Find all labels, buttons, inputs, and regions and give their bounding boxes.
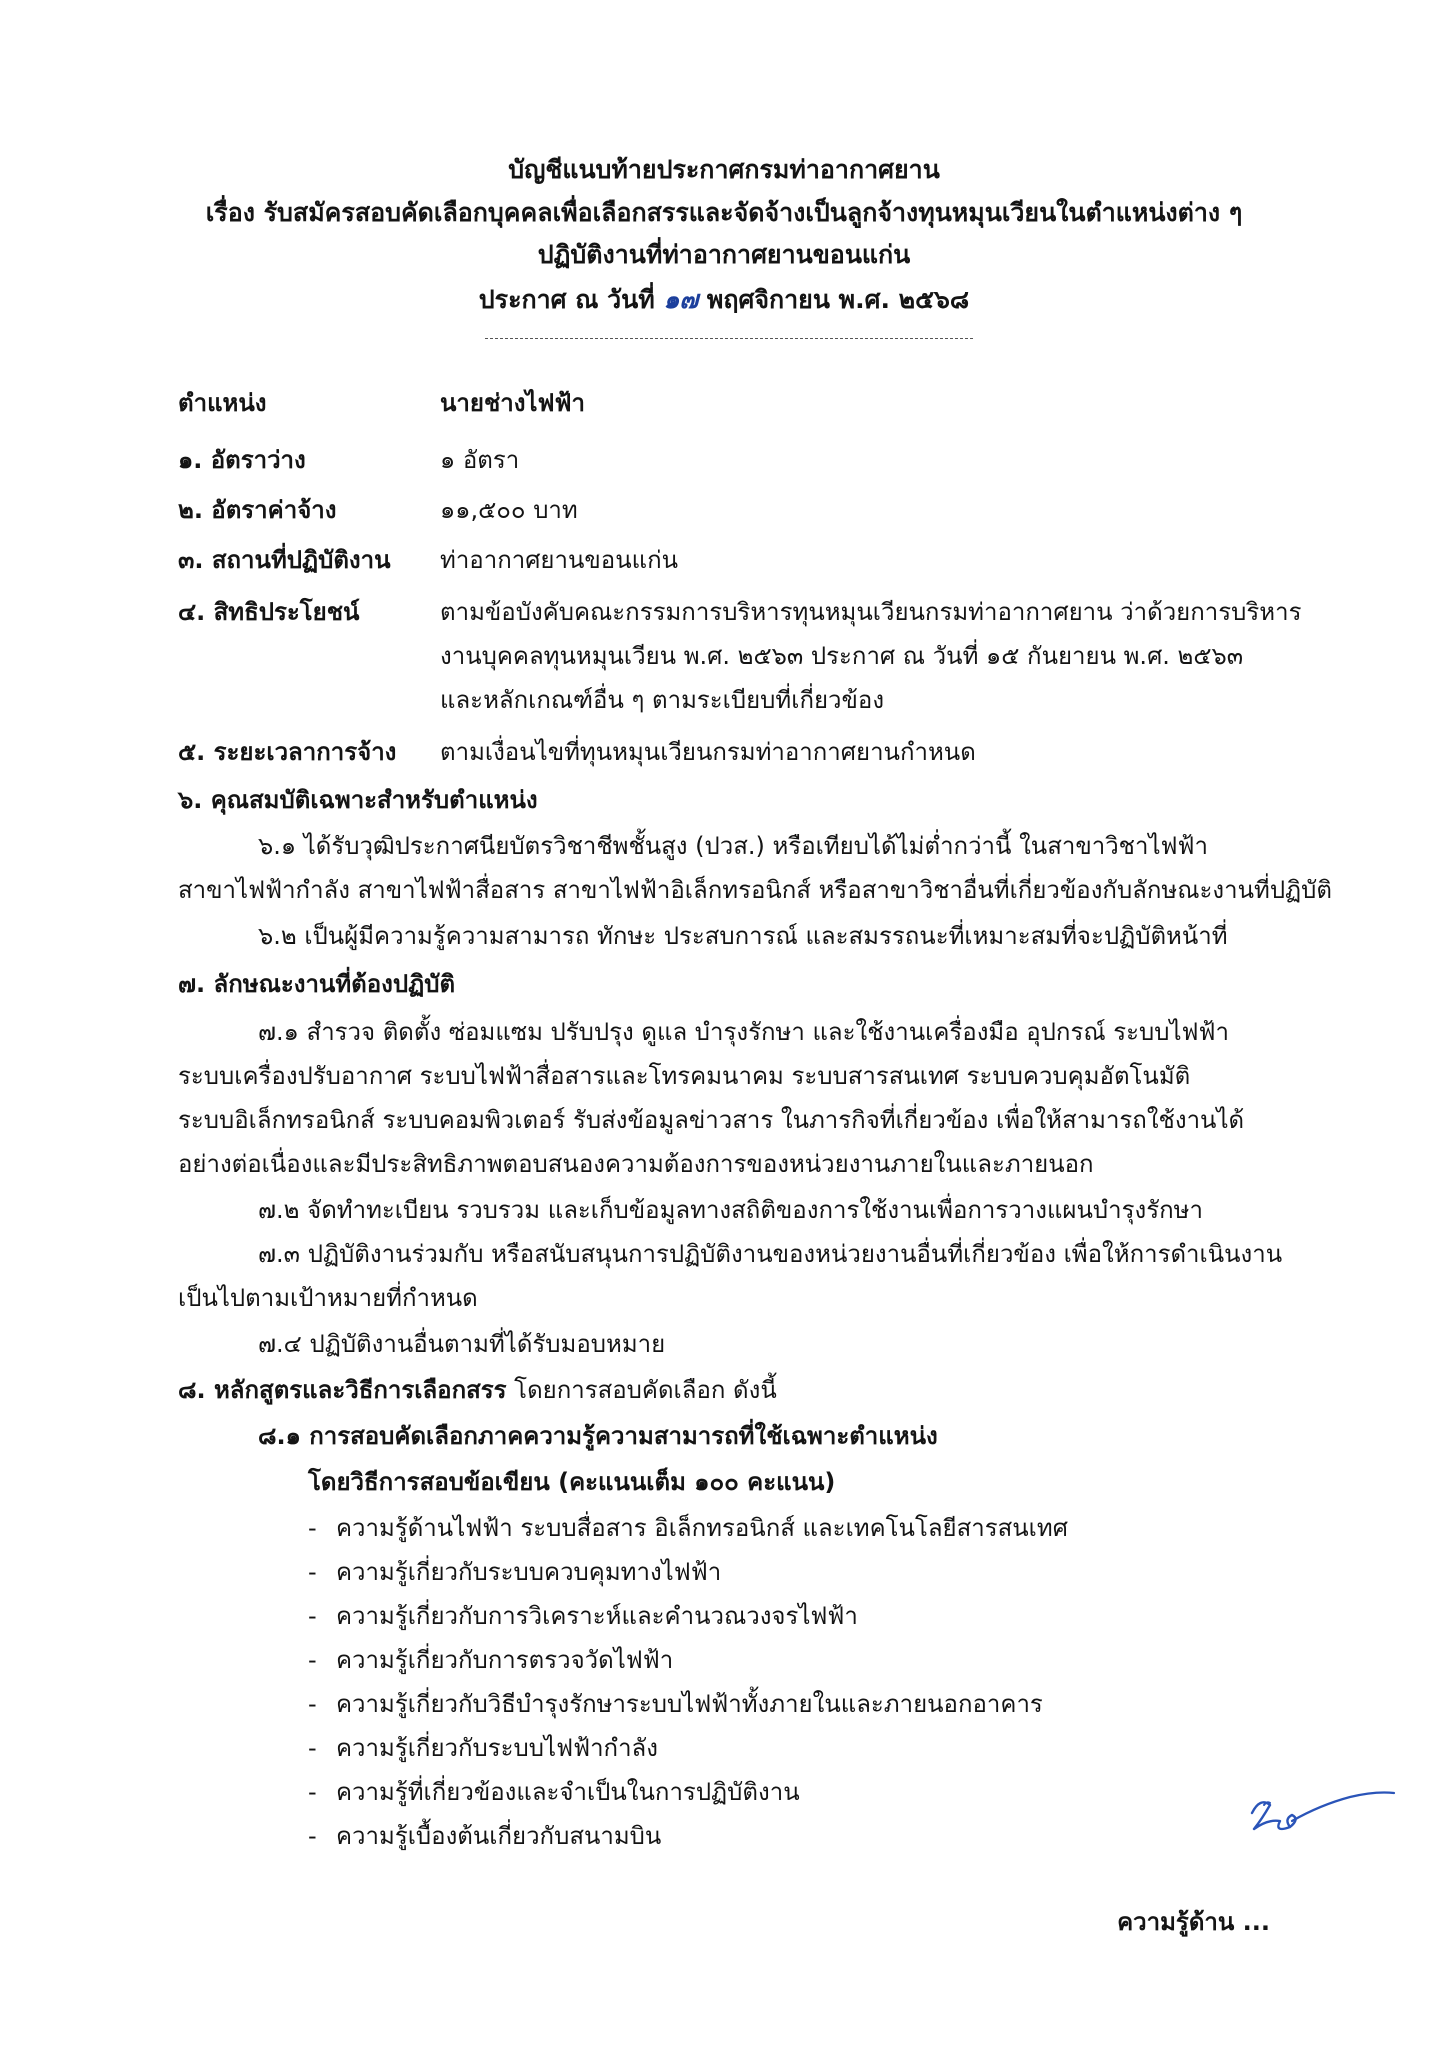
position-label: ตำแหน่ง bbox=[178, 389, 267, 417]
section-8-1-title: ๘.๑ การสอบคัดเลือกภาคความรู้ความสามารถที่ใช้เฉพาะตำแหน่ง bbox=[258, 1422, 938, 1450]
continued-marker: ความรู้ด้าน ... bbox=[1117, 1908, 1270, 1936]
bullet-marker: - bbox=[308, 1514, 317, 1542]
item-benefits-line: ตามข้อบังคับคณะกรรมการบริหารทุนหมุนเวียนกรมท่าอากาศยาน ว่าด้วยการบริหาร bbox=[440, 598, 1302, 626]
exam-topic-text: ความรู้ที่เกี่ยวข้องและจำเป็นในการปฏิบัติงาน bbox=[336, 1778, 800, 1806]
position-value: นายช่างไฟฟ้า bbox=[440, 389, 585, 417]
doc-location: ปฏิบัติงานที่ท่าอากาศยานขอนแก่น bbox=[537, 240, 911, 269]
section-7-1-line: อย่างต่อเนื่องและมีประสิทธิภาพตอบสนองความต้องการของหน่วยงานภายในและภายนอก bbox=[178, 1150, 1094, 1178]
exam-topic-item bbox=[308, 1816, 661, 1855]
exam-topic-text: ความรู้เบื้องต้นเกี่ยวกับสนามบิน bbox=[336, 1822, 662, 1850]
bullet-marker: - bbox=[308, 1778, 317, 1806]
section-7-2: ๗.๒ จัดทำทะเบียน รวบรวม และเก็บข้อมูลทางสถิติของการใช้งานเพื่อการวางแผนบำรุงรักษา bbox=[258, 1196, 1203, 1224]
section-7-1-line: ระบบอิเล็กทรอนิกส์ ระบบคอมพิวเตอร์ รับส่งข้อมูลข่าวสาร ในภารกิจที่เกี่ยวข้อง เพื่อให้สามารถใช้งานได้ bbox=[178, 1106, 1245, 1134]
item-vacancy-label: ๑. อัตราว่าง bbox=[178, 446, 306, 474]
item-benefits-line: งานบุคคลทุนหมุนเวียน พ.ศ. ๒๕๖๓ ประกาศ ณ วันที่ ๑๕ กันยายน พ.ศ. ๒๕๖๓ bbox=[440, 642, 1244, 670]
item-benefits-line: และหลักเกณฑ์อื่น ๆ ตามระเบียบที่เกี่ยวข้อง bbox=[440, 686, 885, 714]
section-7-1-line: ๗.๑ สำรวจ ติดตั้ง ซ่อมแซม ปรับปรุง ดูแล บำรุงรักษา และใช้งานเครื่องมือ อุปกรณ์ ระบบไฟฟ้า bbox=[258, 1018, 1230, 1046]
bullet-marker: - bbox=[308, 1558, 317, 1586]
item-workplace-value: ท่าอากาศยานขอนแก่น bbox=[440, 546, 679, 574]
section-7-3-line2: เป็นไปตามเป้าหมายที่กำหนด bbox=[178, 1284, 478, 1312]
item-duration-label: ๕. ระยะเวลาการจ้าง bbox=[178, 738, 397, 766]
section-7-1-line: ระบบเครื่องปรับอากาศ ระบบไฟฟ้าสื่อสารและโทรคมนาคม ระบบสารสนเทศ ระบบควบคุมอัตโนมัติ bbox=[178, 1062, 1191, 1090]
exam-topic-item bbox=[308, 1640, 673, 1679]
section-7-3-line1: ๗.๓ ปฏิบัติงานร่วมกับ หรือสนับสนุนการปฏิบัติงานของหน่วยงานอื่นที่เกี่ยวข้อง เพื่อให้การดำเนินงาน bbox=[258, 1240, 1283, 1268]
section-8-title-bold: ๘. หลักสูตรและวิธีการเลือกสรร bbox=[178, 1376, 507, 1404]
announcement-date bbox=[0, 280, 1448, 320]
exam-topic-item bbox=[308, 1772, 800, 1811]
exam-topic-text: ความรู้เกี่ยวกับการวิเคราะห์และคำนวณวงจรไฟฟ้า bbox=[336, 1602, 858, 1630]
signature-initials bbox=[1240, 1775, 1400, 1855]
exam-topic-text: ความรู้เกี่ยวกับการตรวจวัดไฟฟ้า bbox=[336, 1646, 674, 1674]
exam-topic-item bbox=[308, 1508, 1068, 1547]
doc-subject: เรื่อง รับสมัครสอบคัดเลือกบุคคลเพื่อเลือกสรรและจัดจ้างเป็นลูกจ้างทุนหมุนเวียนในตำแหน่งต่าง ๆ bbox=[205, 198, 1243, 227]
date-suffix: พฤศจิกายน พ.ศ. ๒๕๖๘ bbox=[706, 285, 970, 314]
section-7-4: ๗.๔ ปฏิบัติงานอื่นตามที่ได้รับมอบหมาย bbox=[258, 1330, 666, 1358]
date-day: ๑๗ bbox=[663, 285, 699, 314]
header-divider bbox=[485, 338, 973, 339]
section-7-title: ๗. ลักษณะงานที่ต้องปฏิบัติ bbox=[178, 970, 456, 998]
section-8-title bbox=[178, 1370, 777, 1409]
bullet-marker: - bbox=[308, 1690, 317, 1718]
item-wage-value: ๑๑,๕๐๐ บาท bbox=[440, 496, 578, 524]
bullet-marker: - bbox=[308, 1646, 317, 1674]
bullet-marker: - bbox=[308, 1602, 317, 1630]
exam-topic-text: ความรู้ด้านไฟฟ้า ระบบสื่อสาร อิเล็กทรอนิกส์ และเทคโนโลยีสารสนเทศ bbox=[336, 1514, 1068, 1542]
exam-topic-text: ความรู้เกี่ยวกับระบบไฟฟ้ากำลัง bbox=[336, 1734, 658, 1762]
item-wage-label: ๒. อัตราค่าจ้าง bbox=[178, 496, 337, 524]
exam-topic-item bbox=[308, 1596, 858, 1635]
item-duration-value: ตามเงื่อนไขที่ทุนหมุนเวียนกรมท่าอากาศยานกำหนด bbox=[440, 738, 976, 766]
date-prefix: ประกาศ ณ วันที่ bbox=[478, 285, 655, 314]
item-benefits-label: ๔. สิทธิประโยชน์ bbox=[178, 598, 360, 626]
exam-topic-item bbox=[308, 1552, 721, 1591]
section-6-1-line2: สาขาไฟฟ้ากำลัง สาขาไฟฟ้าสื่อสาร สาขาไฟฟ้าอิเล็กทรอนิกส์ หรือสาขาวิชาอื่นที่เกี่ยวข้องกับลักษณะงานที่ปฏิบัติ bbox=[178, 876, 1332, 904]
section-6-2: ๖.๒ เป็นผู้มีความรู้ความสามารถ ทักษะ ประสบการณ์ และสมรรถนะที่เหมาะสมที่จะปฏิบัติหน้าที่ bbox=[258, 922, 1228, 950]
section-8-title-rest: โดยการสอบคัดเลือก ดังนี้ bbox=[506, 1376, 777, 1404]
item-vacancy-value: ๑ อัตรา bbox=[440, 446, 520, 474]
exam-topic-item bbox=[308, 1684, 1043, 1723]
bullet-marker: - bbox=[308, 1822, 317, 1850]
item-workplace-label: ๓. สถานที่ปฏิบัติงาน bbox=[178, 546, 391, 574]
section-8-1-method: โดยวิธีการสอบข้อเขียน (คะแนนเต็ม ๑๐๐ คะแนน) bbox=[308, 1468, 836, 1496]
doc-title: บัญชีแนบท้ายประกาศกรมท่าอากาศยาน bbox=[508, 155, 940, 184]
section-6-1-line1: ๖.๑ ได้รับวุฒิประกาศนียบัตรวิชาชีพชั้นสูง (ปวส.) หรือเทียบได้ไม่ต่ำกว่านี้ ในสาขาวิชาไฟฟ้า bbox=[258, 832, 1208, 860]
exam-topic-text: ความรู้เกี่ยวกับวิธีบำรุงรักษาระบบไฟฟ้าทั้งภายในและภายนอกอาคาร bbox=[336, 1690, 1043, 1718]
exam-topic-item bbox=[308, 1728, 658, 1767]
bullet-marker: - bbox=[308, 1734, 317, 1762]
section-6-title: ๖. คุณสมบัติเฉพาะสำหรับตำแหน่ง bbox=[178, 786, 538, 814]
exam-topic-text: ความรู้เกี่ยวกับระบบควบคุมทางไฟฟ้า bbox=[336, 1558, 722, 1586]
